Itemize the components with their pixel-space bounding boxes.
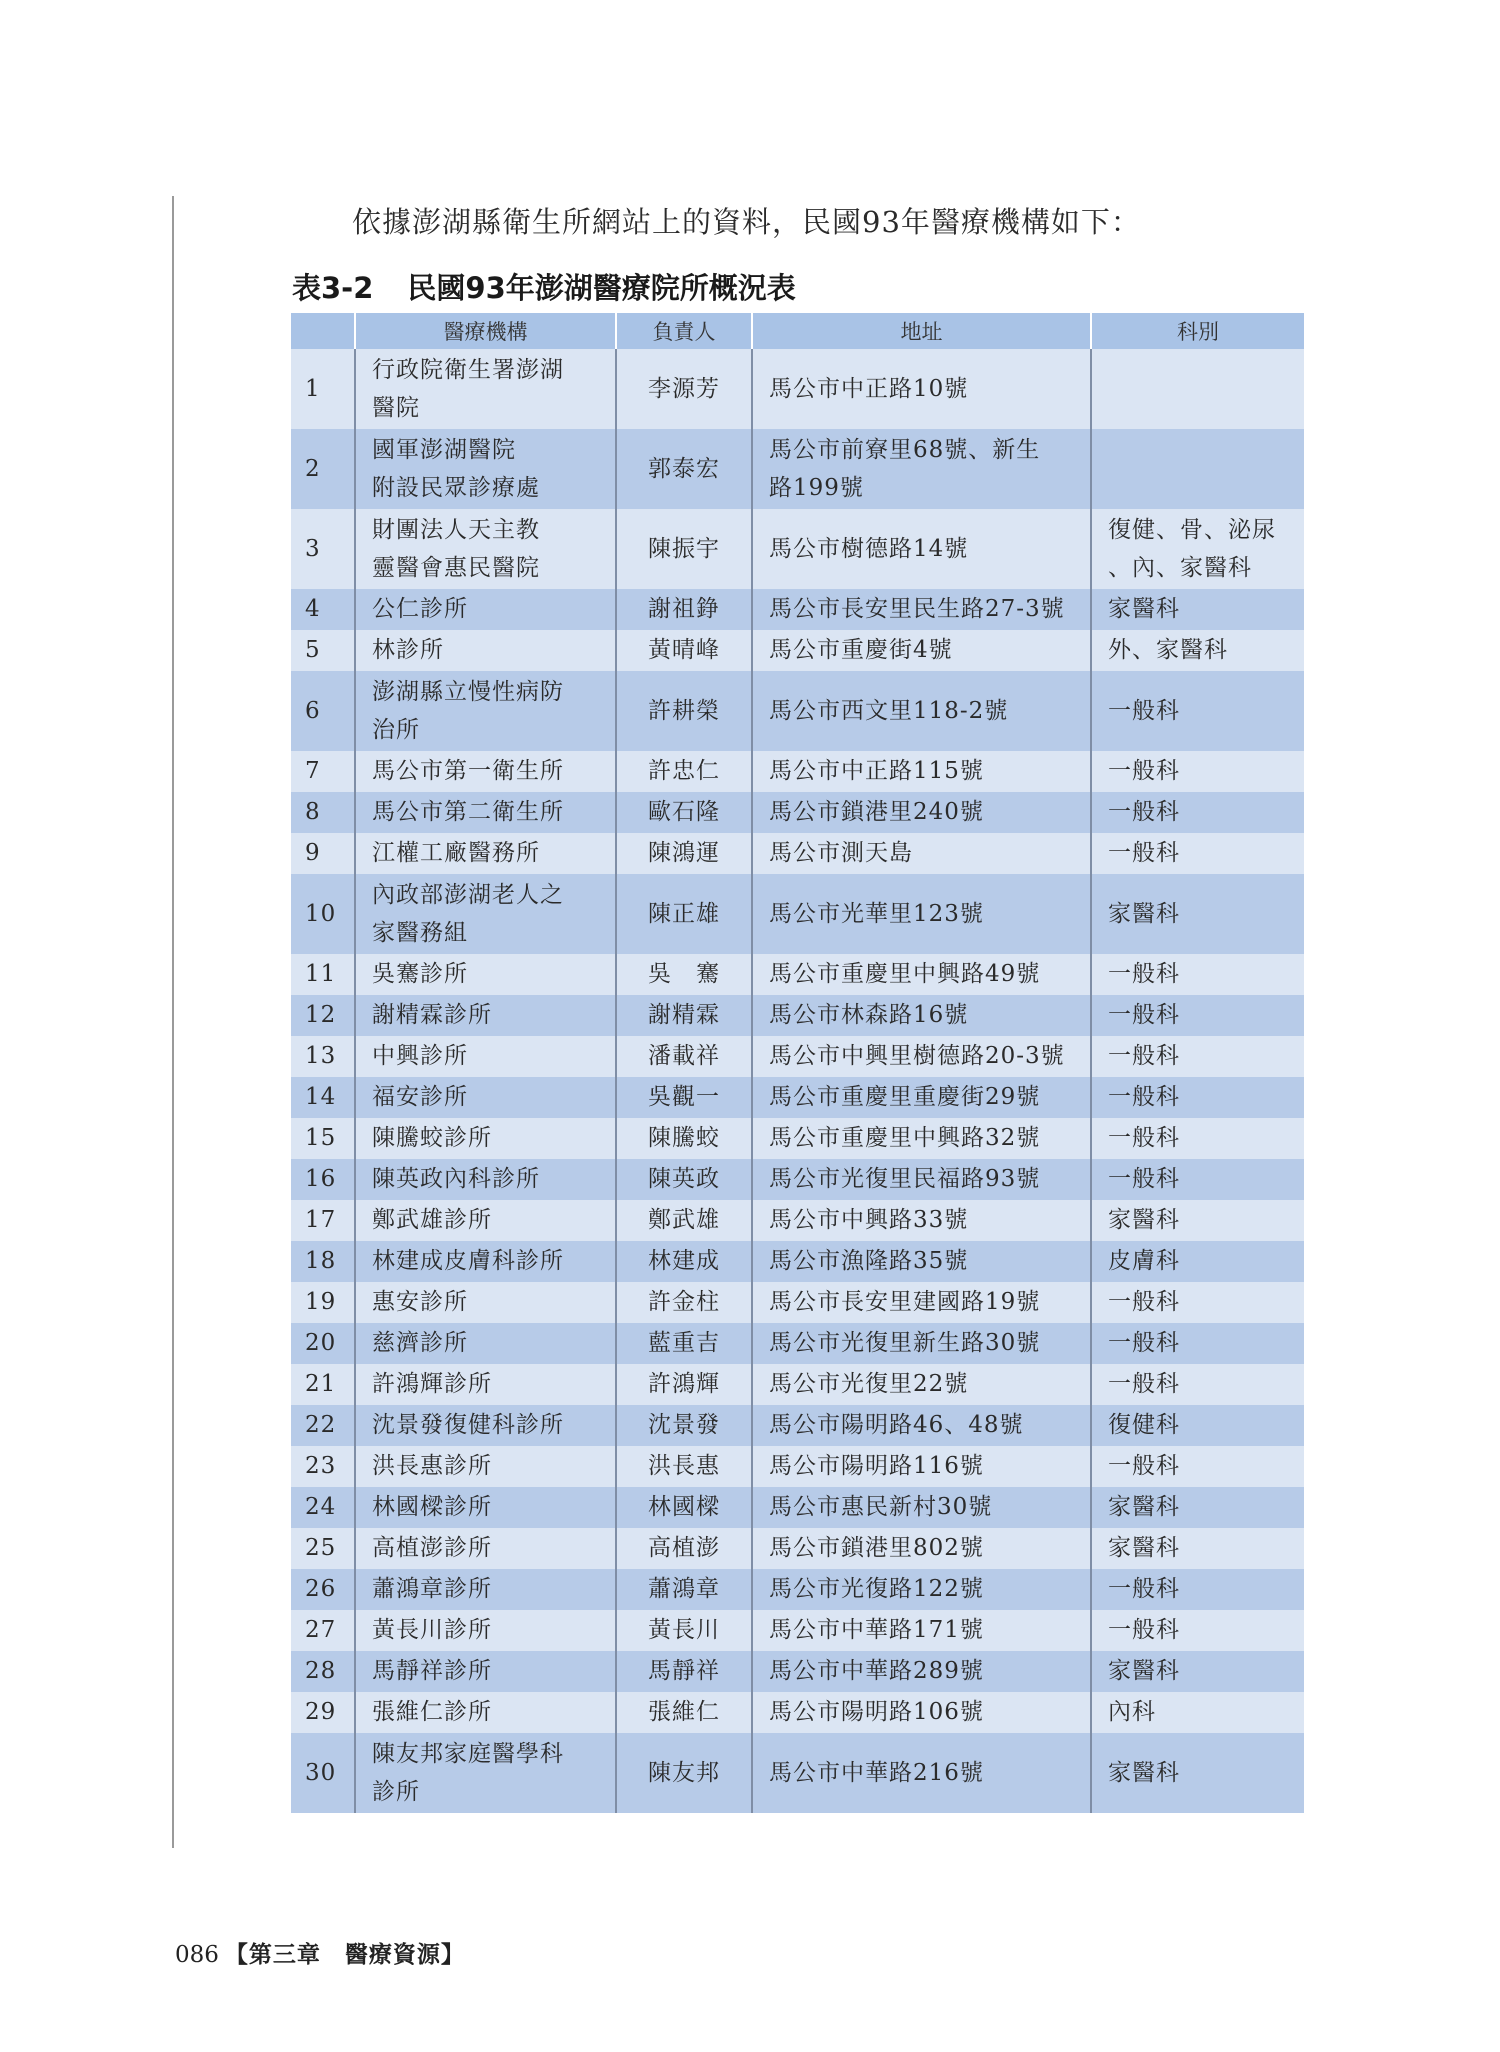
institution-line: 財團法人天主教 xyxy=(372,517,540,543)
institution-line: 陳英政內科診所 xyxy=(372,1166,540,1192)
cell-index: 17 xyxy=(305,1207,337,1233)
institution-line: 陳友邦家庭醫學科 xyxy=(372,1741,564,1767)
cell-institution xyxy=(355,509,616,589)
cell-address xyxy=(752,1200,1091,1241)
department-line: 皮膚科 xyxy=(1108,1248,1180,1274)
cell-institution xyxy=(355,1077,616,1118)
cell-address xyxy=(752,349,1091,429)
department-line: 一般科 xyxy=(1108,1576,1180,1602)
institution-line: 附設民眾診療處 xyxy=(372,475,540,501)
cell-address xyxy=(752,833,1091,874)
cell-person: 許金柱 xyxy=(616,1282,752,1323)
cell-address xyxy=(752,1036,1091,1077)
cell-person: 黃長川 xyxy=(616,1610,752,1651)
department-line: 家醫科 xyxy=(1108,1535,1180,1561)
institution-line: 慈濟診所 xyxy=(372,1330,468,1356)
cell-institution xyxy=(355,874,616,954)
address-line: 馬公市樹德路14號 xyxy=(769,536,969,562)
department-line: 家醫科 xyxy=(1108,596,1180,622)
institution-line: 家醫務組 xyxy=(372,920,468,946)
department-line: 一般科 xyxy=(1108,1330,1180,1356)
cell-department xyxy=(1091,1364,1304,1405)
cell-address xyxy=(752,509,1091,589)
cell-person: 鄭武雄 xyxy=(616,1200,752,1241)
department-line: 一般科 xyxy=(1108,1453,1180,1479)
cell-institution xyxy=(355,1733,616,1813)
table-row xyxy=(291,1118,1304,1159)
table-row xyxy=(291,1323,1304,1364)
institution-line: 公仁診所 xyxy=(372,596,468,622)
cell-index: 9 xyxy=(305,840,321,866)
department-line: 一般科 xyxy=(1108,1084,1180,1110)
cell-index: 26 xyxy=(305,1576,337,1602)
cell-address xyxy=(752,792,1091,833)
cell-institution xyxy=(355,833,616,874)
table-row xyxy=(291,1528,1304,1569)
cell-institution xyxy=(355,1405,616,1446)
address-line: 馬公市光復里新生路30號 xyxy=(769,1330,1041,1356)
cell-person: 黃晴峰 xyxy=(616,630,752,671)
institution-line: 馬公市第二衛生所 xyxy=(372,799,564,825)
cell-institution xyxy=(355,1446,616,1487)
cell-index: 30 xyxy=(305,1760,337,1786)
cell-index: 24 xyxy=(305,1494,337,1520)
table-row xyxy=(291,589,1304,630)
department-line: 一般科 xyxy=(1108,799,1180,825)
cell-department xyxy=(1091,1487,1304,1528)
department-line: 、內、家醫科 xyxy=(1108,555,1252,581)
institution-line: 吳騫診所 xyxy=(372,961,468,987)
table-row xyxy=(291,751,1304,792)
table-row xyxy=(291,630,1304,671)
table-row xyxy=(291,1200,1304,1241)
institution-line: 中興診所 xyxy=(372,1043,468,1069)
institution-line: 惠安診所 xyxy=(372,1289,468,1315)
cell-institution xyxy=(355,1241,616,1282)
cell-index: 18 xyxy=(305,1248,337,1274)
cell-address xyxy=(752,630,1091,671)
table-row xyxy=(291,1692,1304,1733)
cell-institution xyxy=(355,429,616,509)
chapter-label: 【第三章 醫療資源】 xyxy=(224,1941,465,1968)
cell-department xyxy=(1091,1610,1304,1651)
address-line: 馬公市中興里樹德路20-3號 xyxy=(769,1043,1065,1069)
cell-institution xyxy=(355,995,616,1036)
institution-line: 陳騰蛟診所 xyxy=(372,1125,492,1151)
cell-department xyxy=(1091,1446,1304,1487)
cell-index: 28 xyxy=(305,1658,337,1684)
cell-address xyxy=(752,1077,1091,1118)
cell-person: 沈景發 xyxy=(616,1405,752,1446)
cell-address xyxy=(752,1323,1091,1364)
table-row xyxy=(291,1241,1304,1282)
cell-index: 21 xyxy=(305,1371,337,1397)
cell-department xyxy=(1091,509,1304,589)
cell-person: 郭泰宏 xyxy=(616,429,752,509)
cell-index: 3 xyxy=(305,536,321,562)
table-row xyxy=(291,1282,1304,1323)
cell-person: 許忠仁 xyxy=(616,751,752,792)
cell-institution xyxy=(355,1610,616,1651)
cell-department xyxy=(1091,1651,1304,1692)
table-header-row xyxy=(291,313,1304,349)
address-line: 馬公市惠民新村30號 xyxy=(769,1494,993,1520)
table-title: 民國93年澎湖醫療院所概況表 xyxy=(407,271,796,305)
address-line: 馬公市漁隆路35號 xyxy=(769,1248,969,1274)
cell-department xyxy=(1091,833,1304,874)
cell-department xyxy=(1091,1241,1304,1282)
cell-department xyxy=(1091,1405,1304,1446)
address-line: 馬公市中華路216號 xyxy=(769,1760,984,1786)
institution-line: 鄭武雄診所 xyxy=(372,1207,492,1233)
address-line: 馬公市測天島 xyxy=(769,840,913,866)
cell-department xyxy=(1091,630,1304,671)
institution-line: 蕭鴻章診所 xyxy=(372,1576,492,1602)
table-row xyxy=(291,349,1304,429)
cell-department xyxy=(1091,429,1304,509)
cell-person: 藍重吉 xyxy=(616,1323,752,1364)
institution-line: 許鴻輝診所 xyxy=(372,1371,492,1397)
cell-person: 謝祖錚 xyxy=(616,589,752,630)
cell-institution xyxy=(355,1569,616,1610)
department-line: 一般科 xyxy=(1108,1289,1180,1315)
department-line: 一般科 xyxy=(1108,1371,1180,1397)
cell-address xyxy=(752,1364,1091,1405)
cell-department xyxy=(1091,1200,1304,1241)
table-row xyxy=(291,833,1304,874)
address-line: 馬公市陽明路116號 xyxy=(769,1453,984,1479)
cell-institution xyxy=(355,1528,616,1569)
address-line: 馬公市光華里123號 xyxy=(769,901,984,927)
col-header-institution: 醫療機構 xyxy=(355,313,616,349)
cell-address xyxy=(752,1651,1091,1692)
institution-line: 福安診所 xyxy=(372,1084,468,1110)
cell-person: 洪長惠 xyxy=(616,1446,752,1487)
cell-person: 陳英政 xyxy=(616,1159,752,1200)
department-line: 家醫科 xyxy=(1108,901,1180,927)
institution-line: 林建成皮膚科診所 xyxy=(372,1248,564,1274)
cell-index: 10 xyxy=(305,901,337,927)
address-line: 馬公市光復里22號 xyxy=(769,1371,969,1397)
address-line: 馬公市長安里建國路19號 xyxy=(769,1289,1041,1315)
cell-person: 李源芳 xyxy=(616,349,752,429)
table-row xyxy=(291,874,1304,954)
cell-institution xyxy=(355,751,616,792)
cell-index: 6 xyxy=(305,698,321,724)
institution-line: 醫院 xyxy=(372,395,420,421)
address-line: 馬公市長安里民生路27-3號 xyxy=(769,596,1065,622)
table-row xyxy=(291,1610,1304,1651)
cell-department xyxy=(1091,1159,1304,1200)
cell-index: 1 xyxy=(305,376,321,402)
table-row xyxy=(291,1487,1304,1528)
cell-index: 2 xyxy=(305,456,321,482)
cell-department xyxy=(1091,751,1304,792)
cell-institution xyxy=(355,630,616,671)
table-row xyxy=(291,1446,1304,1487)
page-footer xyxy=(175,1936,465,1969)
table-row xyxy=(291,1036,1304,1077)
table-number: 表3-2 xyxy=(292,271,374,305)
department-line: 家醫科 xyxy=(1108,1658,1180,1684)
cell-department xyxy=(1091,1528,1304,1569)
cell-person: 許鴻輝 xyxy=(616,1364,752,1405)
cell-index: 7 xyxy=(305,758,321,784)
cell-department xyxy=(1091,1036,1304,1077)
col-header-person: 負責人 xyxy=(616,313,752,349)
institution-line: 內政部澎湖老人之 xyxy=(372,882,564,908)
table-row xyxy=(291,792,1304,833)
institution-line: 沈景發復健科診所 xyxy=(372,1412,564,1438)
cell-person: 吳 騫 xyxy=(616,954,752,995)
cell-address xyxy=(752,1446,1091,1487)
institution-line: 治所 xyxy=(372,717,420,743)
cell-index: 4 xyxy=(305,596,321,622)
cell-department xyxy=(1091,1077,1304,1118)
cell-department xyxy=(1091,1692,1304,1733)
cell-person: 許耕榮 xyxy=(616,671,752,751)
department-line: 一般科 xyxy=(1108,1043,1180,1069)
cell-address xyxy=(752,1159,1091,1200)
address-line: 馬公市鎖港里240號 xyxy=(769,799,984,825)
cell-index: 11 xyxy=(305,961,337,987)
cell-address xyxy=(752,874,1091,954)
institution-line: 林診所 xyxy=(372,637,444,663)
department-line: 外、家醫科 xyxy=(1108,637,1228,663)
institution-line: 診所 xyxy=(372,1779,420,1805)
address-line: 馬公市西文里118-2號 xyxy=(769,698,1009,724)
institution-line: 黃長川診所 xyxy=(372,1617,492,1643)
cell-person: 潘載祥 xyxy=(616,1036,752,1077)
table-row xyxy=(291,1077,1304,1118)
cell-institution xyxy=(355,954,616,995)
cell-institution xyxy=(355,1036,616,1077)
address-line: 馬公市中正路115號 xyxy=(769,758,984,784)
cell-index: 5 xyxy=(305,637,321,663)
institution-line: 馬靜祥診所 xyxy=(372,1658,492,1684)
cell-person: 林建成 xyxy=(616,1241,752,1282)
institution-line: 江權工廠醫務所 xyxy=(372,840,540,866)
cell-department xyxy=(1091,954,1304,995)
table-row xyxy=(291,1733,1304,1813)
cell-department xyxy=(1091,1569,1304,1610)
cell-address xyxy=(752,1528,1091,1569)
table-row xyxy=(291,1405,1304,1446)
cell-person: 陳騰蛟 xyxy=(616,1118,752,1159)
department-line: 家醫科 xyxy=(1108,1494,1180,1520)
cell-address xyxy=(752,589,1091,630)
page-number: 086 xyxy=(175,1942,219,1968)
department-line: 一般科 xyxy=(1108,840,1180,866)
institution-line: 澎湖縣立慢性病防 xyxy=(372,679,564,705)
cell-address xyxy=(752,751,1091,792)
cell-institution xyxy=(355,792,616,833)
cell-person: 林國樑 xyxy=(616,1487,752,1528)
table-row xyxy=(291,509,1304,589)
address-line: 馬公市重慶里重慶街29號 xyxy=(769,1084,1041,1110)
intro-paragraph: 依據澎湖縣衛生所網站上的資料，民國93年醫療機構如下： xyxy=(352,205,1141,239)
cell-index: 23 xyxy=(305,1453,337,1479)
cell-person: 陳振宇 xyxy=(616,509,752,589)
cell-institution xyxy=(355,671,616,751)
table-body xyxy=(291,349,1304,1813)
department-line: 復健、骨、泌尿 xyxy=(1108,517,1276,543)
cell-department xyxy=(1091,874,1304,954)
cell-department xyxy=(1091,792,1304,833)
cell-person: 蕭鴻章 xyxy=(616,1569,752,1610)
institution-line: 謝精霖診所 xyxy=(372,1002,492,1028)
cell-department xyxy=(1091,349,1304,429)
institution-line: 高植澎診所 xyxy=(372,1535,492,1561)
cell-address xyxy=(752,1610,1091,1651)
cell-address xyxy=(752,1487,1091,1528)
address-line: 馬公市中華路289號 xyxy=(769,1658,984,1684)
page-margin-rule xyxy=(172,196,174,1848)
cell-address xyxy=(752,1405,1091,1446)
cell-address xyxy=(752,1241,1091,1282)
cell-department xyxy=(1091,1323,1304,1364)
cell-person: 謝精霖 xyxy=(616,995,752,1036)
institution-line: 洪長惠診所 xyxy=(372,1453,492,1479)
cell-department xyxy=(1091,589,1304,630)
institution-line: 國軍澎湖醫院 xyxy=(372,437,516,463)
institution-line: 靈醫會惠民醫院 xyxy=(372,555,540,581)
cell-institution xyxy=(355,1364,616,1405)
table-caption xyxy=(292,266,796,307)
cell-address xyxy=(752,1692,1091,1733)
department-line: 一般科 xyxy=(1108,961,1180,987)
cell-department xyxy=(1091,995,1304,1036)
address-line: 馬公市重慶里中興路49號 xyxy=(769,961,1041,987)
cell-index: 27 xyxy=(305,1617,337,1643)
cell-person: 歐石隆 xyxy=(616,792,752,833)
table-row xyxy=(291,995,1304,1036)
institution-line: 馬公市第一衛生所 xyxy=(372,758,564,784)
cell-institution xyxy=(355,589,616,630)
table-row xyxy=(291,671,1304,751)
col-header-address: 地址 xyxy=(752,313,1091,349)
cell-department xyxy=(1091,1282,1304,1323)
cell-index: 16 xyxy=(305,1166,337,1192)
cell-address xyxy=(752,1282,1091,1323)
cell-person: 陳鴻運 xyxy=(616,833,752,874)
cell-institution xyxy=(355,1200,616,1241)
cell-index: 13 xyxy=(305,1043,337,1069)
cell-person: 高植澎 xyxy=(616,1528,752,1569)
cell-index: 14 xyxy=(305,1084,337,1110)
cell-address xyxy=(752,954,1091,995)
department-line: 一般科 xyxy=(1108,1125,1180,1151)
address-line: 馬公市中興路33號 xyxy=(769,1207,969,1233)
address-line: 馬公市前寮里68號、新生 xyxy=(769,437,1041,463)
address-line: 馬公市陽明路46、48號 xyxy=(769,1412,1024,1438)
address-line: 馬公市鎖港里802號 xyxy=(769,1535,984,1561)
cell-address xyxy=(752,1118,1091,1159)
address-line: 馬公市重慶街4號 xyxy=(769,637,953,663)
address-line: 馬公市中正路10號 xyxy=(769,376,969,402)
table-row xyxy=(291,429,1304,509)
cell-institution xyxy=(355,1651,616,1692)
address-line: 馬公市重慶里中興路32號 xyxy=(769,1125,1041,1151)
department-line: 一般科 xyxy=(1108,698,1180,724)
cell-index: 20 xyxy=(305,1330,337,1356)
cell-address xyxy=(752,429,1091,509)
col-header-index xyxy=(291,313,355,349)
department-line: 家醫科 xyxy=(1108,1207,1180,1233)
department-line: 一般科 xyxy=(1108,1166,1180,1192)
table-row xyxy=(291,1364,1304,1405)
cell-person: 張維仁 xyxy=(616,1692,752,1733)
cell-index: 19 xyxy=(305,1289,337,1315)
department-line: 一般科 xyxy=(1108,758,1180,784)
cell-index: 8 xyxy=(305,799,321,825)
address-line: 馬公市林森路16號 xyxy=(769,1002,969,1028)
address-line: 馬公市陽明路106號 xyxy=(769,1699,984,1725)
cell-person: 馬靜祥 xyxy=(616,1651,752,1692)
cell-index: 25 xyxy=(305,1535,337,1561)
clinics-table xyxy=(291,313,1304,1813)
cell-person: 陳友邦 xyxy=(616,1733,752,1813)
table-row xyxy=(291,1159,1304,1200)
cell-institution xyxy=(355,1487,616,1528)
cell-address xyxy=(752,671,1091,751)
col-header-department: 科別 xyxy=(1091,313,1304,349)
table-row xyxy=(291,1569,1304,1610)
cell-institution xyxy=(355,1323,616,1364)
cell-index: 15 xyxy=(305,1125,337,1151)
cell-index: 22 xyxy=(305,1412,337,1438)
cell-person: 吳觀一 xyxy=(616,1077,752,1118)
cell-address xyxy=(752,1733,1091,1813)
cell-institution xyxy=(355,1159,616,1200)
address-line: 路199號 xyxy=(769,475,864,501)
cell-index: 29 xyxy=(305,1699,337,1725)
cell-institution xyxy=(355,1118,616,1159)
cell-address xyxy=(752,1569,1091,1610)
table-row xyxy=(291,1651,1304,1692)
address-line: 馬公市中華路171號 xyxy=(769,1617,984,1643)
department-line: 家醫科 xyxy=(1108,1760,1180,1786)
department-line: 一般科 xyxy=(1108,1617,1180,1643)
cell-institution xyxy=(355,1282,616,1323)
department-line: 內科 xyxy=(1108,1699,1156,1725)
cell-index: 12 xyxy=(305,1002,337,1028)
cell-address xyxy=(752,995,1091,1036)
department-line: 一般科 xyxy=(1108,1002,1180,1028)
institution-line: 林國樑診所 xyxy=(372,1494,492,1520)
cell-institution xyxy=(355,1692,616,1733)
address-line: 馬公市光復路122號 xyxy=(769,1576,984,1602)
institution-line: 行政院衛生署澎湖 xyxy=(372,357,564,383)
institution-line: 張維仁診所 xyxy=(372,1699,492,1725)
cell-department xyxy=(1091,671,1304,751)
cell-person: 陳正雄 xyxy=(616,874,752,954)
address-line: 馬公市光復里民福路93號 xyxy=(769,1166,1041,1192)
cell-department xyxy=(1091,1733,1304,1813)
cell-institution xyxy=(355,349,616,429)
cell-department xyxy=(1091,1118,1304,1159)
department-line: 復健科 xyxy=(1108,1412,1180,1438)
table-row xyxy=(291,954,1304,995)
